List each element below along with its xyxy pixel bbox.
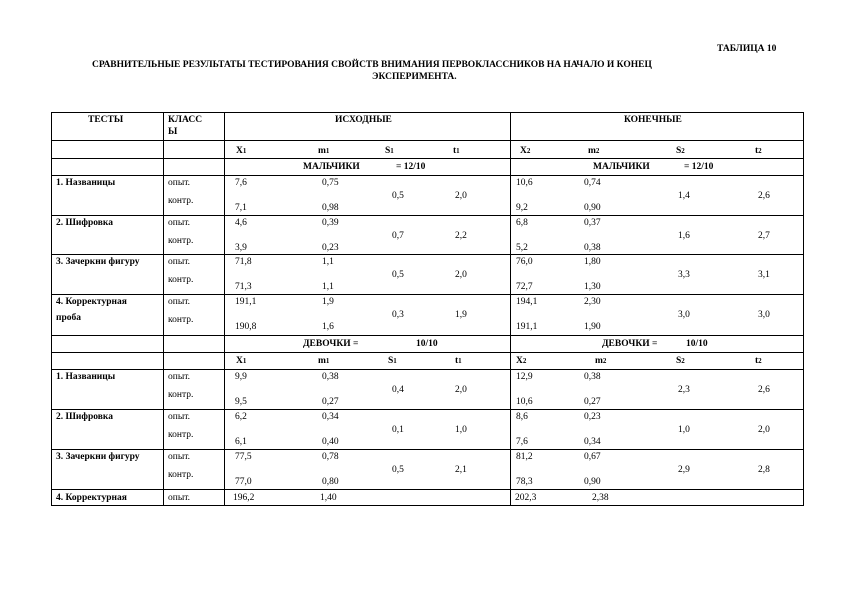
row-exp-label: опыт. [168,178,191,188]
cell-t2: 2,6 [758,191,770,201]
cell-m1-ctrl: 0,80 [322,477,339,487]
cell-x1-ctrl: 71,3 [235,282,252,292]
col-x2: X2 [520,146,531,156]
cell-m2-exp: 0,38 [584,372,601,382]
cell-m2-exp: 0,67 [584,452,601,462]
boys-n-initial: = 12/10 [396,162,426,172]
cell-m1-ctrl: 0,40 [322,437,339,447]
cell-t1: 2,1 [455,465,467,475]
col-m2: m2 [588,146,600,156]
cell-s2: 3,0 [678,310,690,320]
cell-m1-exp: 1,1 [322,257,334,267]
row-test-name: 3. Зачеркни фигуру [56,257,140,267]
col-s2: S2 [676,146,685,156]
col-t1-girls: t1 [455,356,462,366]
row-exp-label: опыт. [168,297,191,307]
cell-m2-exp: 1,80 [584,257,601,267]
header-class: КЛАСС [168,115,203,125]
cell-t1: 2,0 [455,270,467,280]
girls-n-initial: 10/10 [416,339,438,349]
cell-s1: 0,5 [392,191,404,201]
cell-x2-ctrl: 7,6 [516,437,528,447]
header-initial: ИСХОДНЫЕ [335,115,392,125]
header-tests: ТЕСТЫ [88,115,124,125]
cell-x2-exp: 10,6 [516,178,533,188]
cell-x1-ctrl: 9,5 [235,397,247,407]
row-test-name: 3. Зачеркни фигуру [56,452,140,462]
cell-x1-exp: 191,1 [235,297,257,307]
col-x1: X1 [236,146,247,156]
table-title: СРАВНИТЕЛЬНЫЕ РЕЗУЛЬТАТЫ ТЕСТИРОВАНИЯ СВОЙСТВ ВНИМАНИЯ ПЕРВОКЛАССНИКОВ НА НАЧАЛО И КОНЕЦ [92,60,652,70]
cell-m2-ctrl: 0,90 [584,203,601,213]
cell-t1: 2,2 [455,231,467,241]
row-test-name: 2. Шифровка [56,412,113,422]
cell-s1: 0,1 [392,425,404,435]
cell-x2-ctrl: 10,6 [516,397,533,407]
cell-s1: 0,5 [392,465,404,475]
cell-t2: 2,0 [758,425,770,435]
row-test-name: 2. Шифровка [56,218,113,228]
cell-m2-ctrl: 0,27 [584,397,601,407]
cell-t1: 1,9 [455,310,467,320]
cell-x1-ctrl: 190,8 [235,322,257,332]
table-number: ТАБЛИЦА 10 [717,44,777,54]
last-row-x2e: 202,3 [515,493,537,503]
last-row-m2e: 2,38 [592,493,609,503]
cell-m1-exp: 1,9 [322,297,334,307]
cell-t1: 1,0 [455,425,467,435]
cell-s2: 2,3 [678,385,690,395]
cell-x1-exp: 9,9 [235,372,247,382]
cell-m1-exp: 0,39 [322,218,339,228]
cell-s1: 0,4 [392,385,404,395]
row-exp-label: опыт. [168,412,191,422]
girls-label-final: ДЕВОЧКИ = [602,339,658,349]
cell-s2: 1,0 [678,425,690,435]
cell-x2-exp: 81,2 [516,452,533,462]
cell-x2-exp: 76,0 [516,257,533,267]
cell-x2-ctrl: 72,7 [516,282,533,292]
cell-x2-ctrl: 5,2 [516,243,528,253]
cell-t2: 2,6 [758,385,770,395]
cell-s1: 0,3 [392,310,404,320]
col-m1: m1 [318,146,330,156]
row-ctrl-label: контр. [168,236,194,246]
cell-m1-ctrl: 1,6 [322,322,334,332]
cell-m1-exp: 0,78 [322,452,339,462]
row-ctrl-label: контр. [168,315,194,325]
row-exp-label: опыт. [168,257,191,267]
cell-m1-ctrl: 0,23 [322,243,339,253]
cell-x1-exp: 6,2 [235,412,247,422]
row-exp-label: опыт. [168,372,191,382]
cell-m1-ctrl: 0,27 [322,397,339,407]
cell-x1-ctrl: 3,9 [235,243,247,253]
last-row-test: 4. Корректурная [56,493,127,503]
cell-m2-exp: 0,23 [584,412,601,422]
header-final: КОНЕЧНЫЕ [624,115,682,125]
cell-m2-ctrl: 0,38 [584,243,601,253]
cell-x2-ctrl: 9,2 [516,203,528,213]
cell-x2-ctrl: 191,1 [516,322,538,332]
header-class-cont: Ы [168,127,178,137]
row-exp-label: опыт. [168,452,191,462]
row-exp-label: опыт. [168,218,191,228]
col-m1-girls: m1 [318,356,330,366]
cell-s2: 1,6 [678,231,690,241]
col-x1-girls: X1 [236,356,247,366]
boys-label-final: МАЛЬЧИКИ [593,162,650,172]
cell-m1-ctrl: 1,1 [322,282,334,292]
cell-m2-ctrl: 0,90 [584,477,601,487]
table-title-line2: ЭКСПЕРИМЕНТА. [372,72,457,82]
col-x2-girls: X2 [516,356,527,366]
cell-m1-exp: 0,75 [322,178,339,188]
cell-m2-ctrl: 1,30 [584,282,601,292]
cell-x1-ctrl: 7,1 [235,203,247,213]
cell-m2-ctrl: 1,90 [584,322,601,332]
cell-m2-exp: 0,74 [584,178,601,188]
cell-x1-exp: 4,6 [235,218,247,228]
cell-s2: 1,4 [678,191,690,201]
cell-s2: 2,9 [678,465,690,475]
cell-t2: 2,7 [758,231,770,241]
cell-x2-exp: 8,6 [516,412,528,422]
cell-t1: 2,0 [455,191,467,201]
row-ctrl-label: контр. [168,196,194,206]
row-test-name-cont: проба [56,313,82,323]
cell-m1-exp: 0,34 [322,412,339,422]
cell-x2-exp: 194,1 [516,297,538,307]
col-m2-girls: m2 [595,356,607,366]
cell-m1-ctrl: 0,98 [322,203,339,213]
boys-n-final: = 12/10 [684,162,714,172]
cell-s2: 3,3 [678,270,690,280]
col-t2-girls: t2 [755,356,762,366]
col-t2: t2 [755,146,762,156]
cell-x1-exp: 71,8 [235,257,252,267]
row-ctrl-label: контр. [168,275,194,285]
cell-s1: 0,5 [392,270,404,280]
girls-label-initial: ДЕВОЧКИ = [303,339,359,349]
col-s1: S1 [385,146,394,156]
last-row-x1e: 196,2 [233,493,255,503]
cell-x2-exp: 12,9 [516,372,533,382]
cell-t1: 2,0 [455,385,467,395]
last-row-exp-label: опыт. [168,493,191,503]
cell-t2: 3,1 [758,270,770,280]
row-ctrl-label: контр. [168,390,194,400]
cell-x1-exp: 77,5 [235,452,252,462]
row-test-name: 4. Корректурная [56,297,127,307]
col-s2-girls: S2 [676,356,685,366]
col-s1-girls: S1 [388,356,397,366]
cell-t2: 3,0 [758,310,770,320]
row-ctrl-label: контр. [168,470,194,480]
row-test-name: 1. Названицы [56,178,116,188]
cell-m2-ctrl: 0,34 [584,437,601,447]
cell-m1-exp: 0,38 [322,372,339,382]
cell-x1-exp: 7,6 [235,178,247,188]
cell-m2-exp: 2,30 [584,297,601,307]
cell-s1: 0,7 [392,231,404,241]
row-test-name: 1. Названицы [56,372,116,382]
cell-x1-ctrl: 6,1 [235,437,247,447]
cell-x2-ctrl: 78,3 [516,477,533,487]
cell-x2-exp: 6,8 [516,218,528,228]
col-t1: t1 [453,146,460,156]
girls-n-final: 10/10 [686,339,708,349]
row-ctrl-label: контр. [168,430,194,440]
cell-x1-ctrl: 77,0 [235,477,252,487]
last-row-m1e: 1,40 [320,493,337,503]
cell-m2-exp: 0,37 [584,218,601,228]
boys-label-initial: МАЛЬЧИКИ [303,162,360,172]
cell-t2: 2,8 [758,465,770,475]
